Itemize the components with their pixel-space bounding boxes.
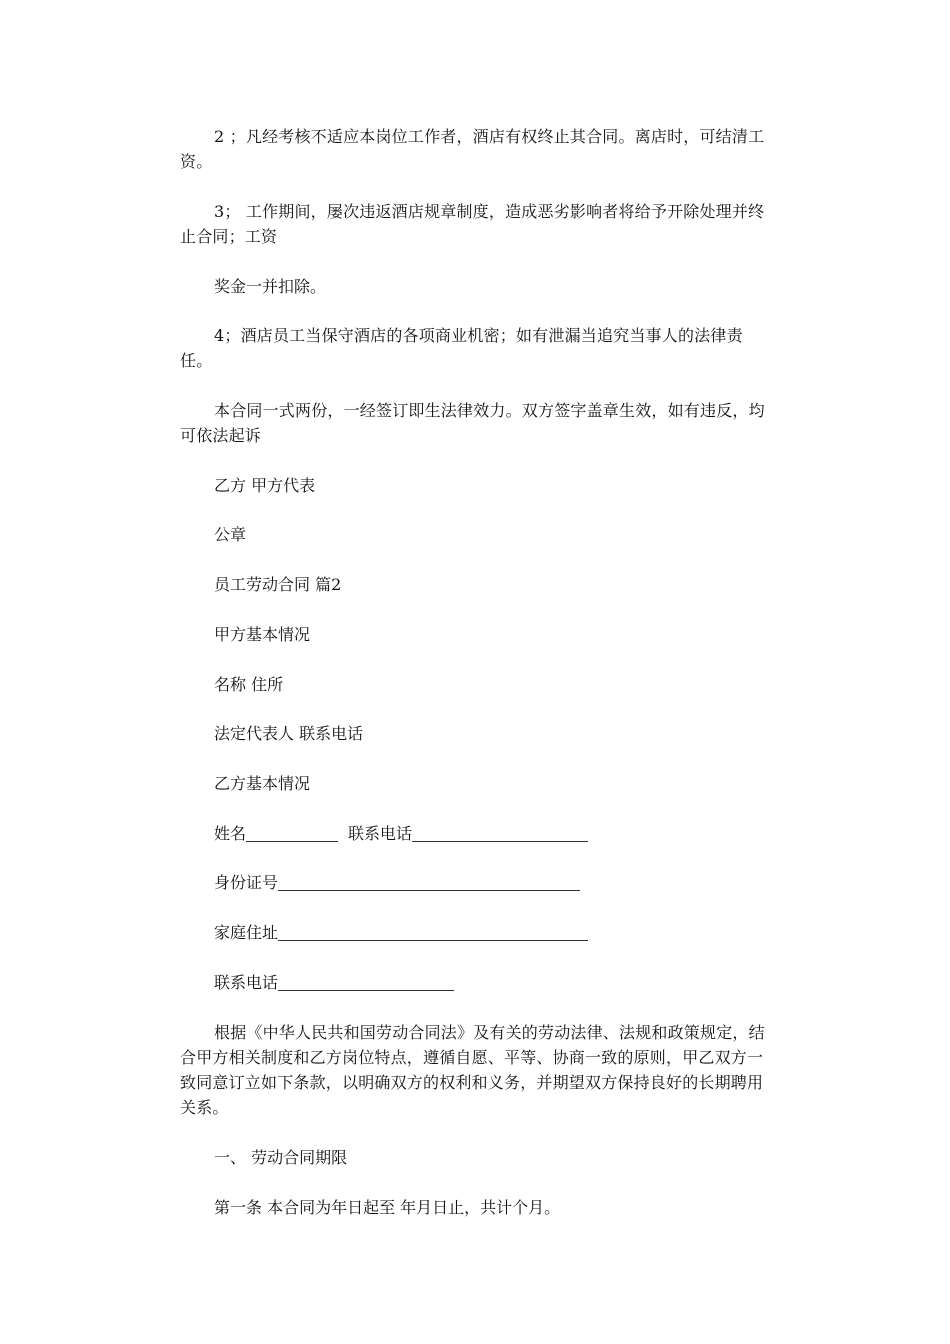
home-address-row (214, 920, 588, 945)
paragraph-item-2: 2 ；凡经考核不适应本岗位工作者，酒店有权终止其合同。离店时，可结清工资。 (180, 127, 765, 171)
name-label: 姓名 (214, 824, 247, 843)
paragraph-validity: 本合同一式两份，一经签订即生法律效力。双方签字盖章生效，如有违反，均可依法起诉 (180, 401, 765, 445)
id-number-row (214, 870, 580, 895)
phone-blank-line-2 (278, 972, 454, 991)
phone-blank-line (412, 823, 588, 842)
phone-row (214, 970, 454, 995)
paragraph-item-3-continuation: 奖金一并扣除。 (214, 277, 327, 296)
signature-parties: 乙方 甲方代表 (214, 476, 316, 495)
home-address-label: 家庭住址 (214, 923, 279, 942)
paragraph-item-4: 4；酒店员工当保守酒店的各项商业机密；如有泄漏当追究当事人的法律责任。 (180, 326, 743, 370)
party-a-heading: 甲方基本情况 (214, 625, 311, 644)
phone-inline-label: 联系电话 (348, 824, 413, 843)
id-number-label: 身份证号 (214, 873, 279, 892)
section-one-heading: 一、 劳动合同期限 (214, 1148, 348, 1167)
name-phone-row (214, 821, 588, 846)
paragraph-legal-basis: 根据《中华人民共和国劳动合同法》及有关的劳动法律、法规和政策规定，结合甲方相关制度和乙方岗位特点，遵循自愿、平等、协商一致的原则，甲乙双方一致同意订立如下条款，以明确双方的权利和义务，并期望双方保持良好的长期聘用关系。 (180, 1023, 765, 1117)
phone-label: 联系电话 (214, 973, 279, 992)
home-address-blank-line (278, 922, 588, 941)
seal-label: 公章 (214, 525, 247, 544)
article-one: 第一条 本合同为年日起至 年月日止，共计个月。 (214, 1198, 561, 1217)
id-number-blank-line (278, 872, 580, 891)
party-a-representative-phone: 法定代表人 联系电话 (214, 724, 364, 743)
party-b-heading: 乙方基本情况 (214, 774, 311, 793)
name-blank-line (246, 823, 338, 842)
contract-title: 员工劳动合同 篇2 (214, 575, 342, 594)
paragraph-item-3: 3； 工作期间，屡次违返酒店规章制度，造成恶劣影响者将给予开除处理并终止合同；工资 (180, 202, 765, 246)
party-a-name-address: 名称 住所 (214, 675, 284, 694)
